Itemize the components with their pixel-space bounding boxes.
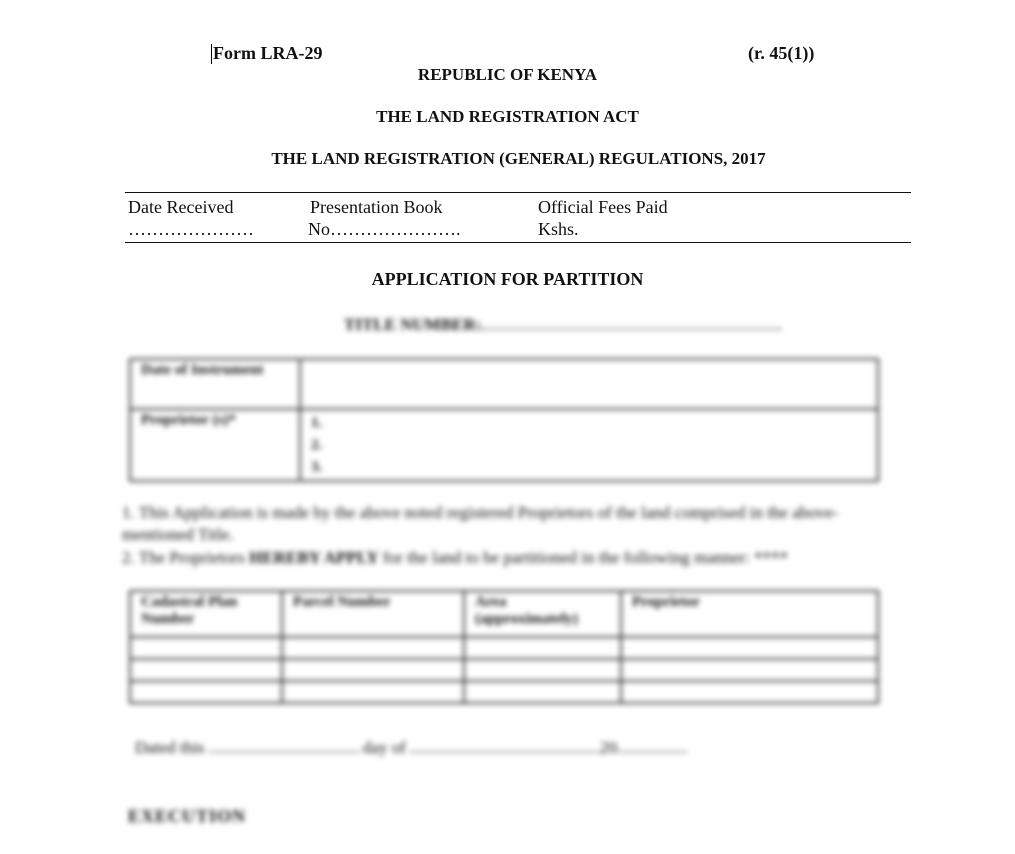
- official-fees-label: Official Fees Paid: [538, 197, 668, 217]
- execution-heading: EXECUTION: [128, 806, 247, 826]
- proprietor-label: Proprietor (s)*: [130, 409, 300, 481]
- act-heading: THE LAND REGISTRATION ACT: [376, 107, 639, 126]
- table-cell: [621, 637, 878, 659]
- dated-year-dots: [617, 741, 687, 753]
- presentation-book-label: Presentation Book: [310, 197, 443, 217]
- proprietor-number: 1.: [311, 415, 323, 431]
- paragraph-one: 1. This Application is made by the above noted registered Proprietors of the land comprised in the above-mentioned Title.: [122, 503, 839, 544]
- date-received-field: [128, 196, 254, 240]
- details-table: [129, 358, 879, 482]
- text-cursor: [211, 44, 212, 64]
- table-cell: [130, 681, 282, 703]
- presentation-book-field: [308, 196, 461, 240]
- table-cell: [464, 659, 621, 681]
- dated-day-of: day of: [362, 738, 406, 757]
- dated-month-dots: [410, 741, 600, 753]
- dated-day-dots: [209, 741, 359, 753]
- receipt-top-rule: [125, 192, 911, 193]
- partition-table: [129, 590, 879, 704]
- presentation-book-number: No………………….: [308, 219, 461, 239]
- form-label: Form LRA-29: [213, 43, 323, 63]
- table-cell: [464, 681, 621, 703]
- title-number-line: [344, 315, 781, 335]
- date-received-dots: …………………: [128, 219, 254, 239]
- proprietor-list: [300, 409, 878, 481]
- dated-line: [135, 738, 687, 758]
- paragraph-two-bold: HEREBY APPLY: [249, 548, 379, 567]
- table-cell: [621, 659, 878, 681]
- date-of-instrument-label: Date of Instrument: [130, 359, 300, 409]
- paragraph-two: [122, 548, 912, 568]
- header-cadastral-plan: Cadastral Plan Number: [130, 591, 282, 637]
- date-received-label: Date Received: [128, 197, 234, 217]
- date-of-instrument-value: [300, 359, 878, 409]
- header-proprietor: Proprietor: [621, 591, 878, 637]
- rule-reference: (r. 45(1)): [748, 43, 815, 63]
- table-cell: [130, 659, 282, 681]
- official-fees-currency: Kshs.: [538, 219, 579, 239]
- proprietor-number: 3.: [311, 459, 323, 475]
- table-cell: [464, 637, 621, 659]
- title-number-label: TITLE NUMBER:: [344, 315, 482, 334]
- official-fees-field: [538, 196, 668, 240]
- table-cell: [130, 637, 282, 659]
- dated-prefix: Dated this: [135, 738, 205, 757]
- regulations-heading: THE LAND REGISTRATION (GENERAL) REGULATIONS, 2017: [271, 149, 766, 168]
- table-cell: [282, 637, 464, 659]
- paragraph-two-end: for the land to be partitioned in the following manner: ****: [378, 548, 789, 567]
- proprietor-number: 2.: [311, 437, 323, 453]
- header-area: Area (approximately): [464, 591, 621, 637]
- dated-year: 20: [600, 738, 618, 757]
- table-cell: [621, 681, 878, 703]
- receipt-bottom-rule: [125, 242, 911, 243]
- republic-heading: REPUBLIC OF KENYA: [417, 65, 598, 84]
- table-cell: [282, 681, 464, 703]
- paragraph-two-start: 2. The Proprietors: [122, 548, 250, 567]
- application-title: APPLICATION FOR PARTITION: [371, 269, 644, 289]
- table-cell: [282, 659, 464, 681]
- header-parcel-number: Parcel Number: [282, 591, 464, 637]
- title-number-dots: [481, 316, 781, 330]
